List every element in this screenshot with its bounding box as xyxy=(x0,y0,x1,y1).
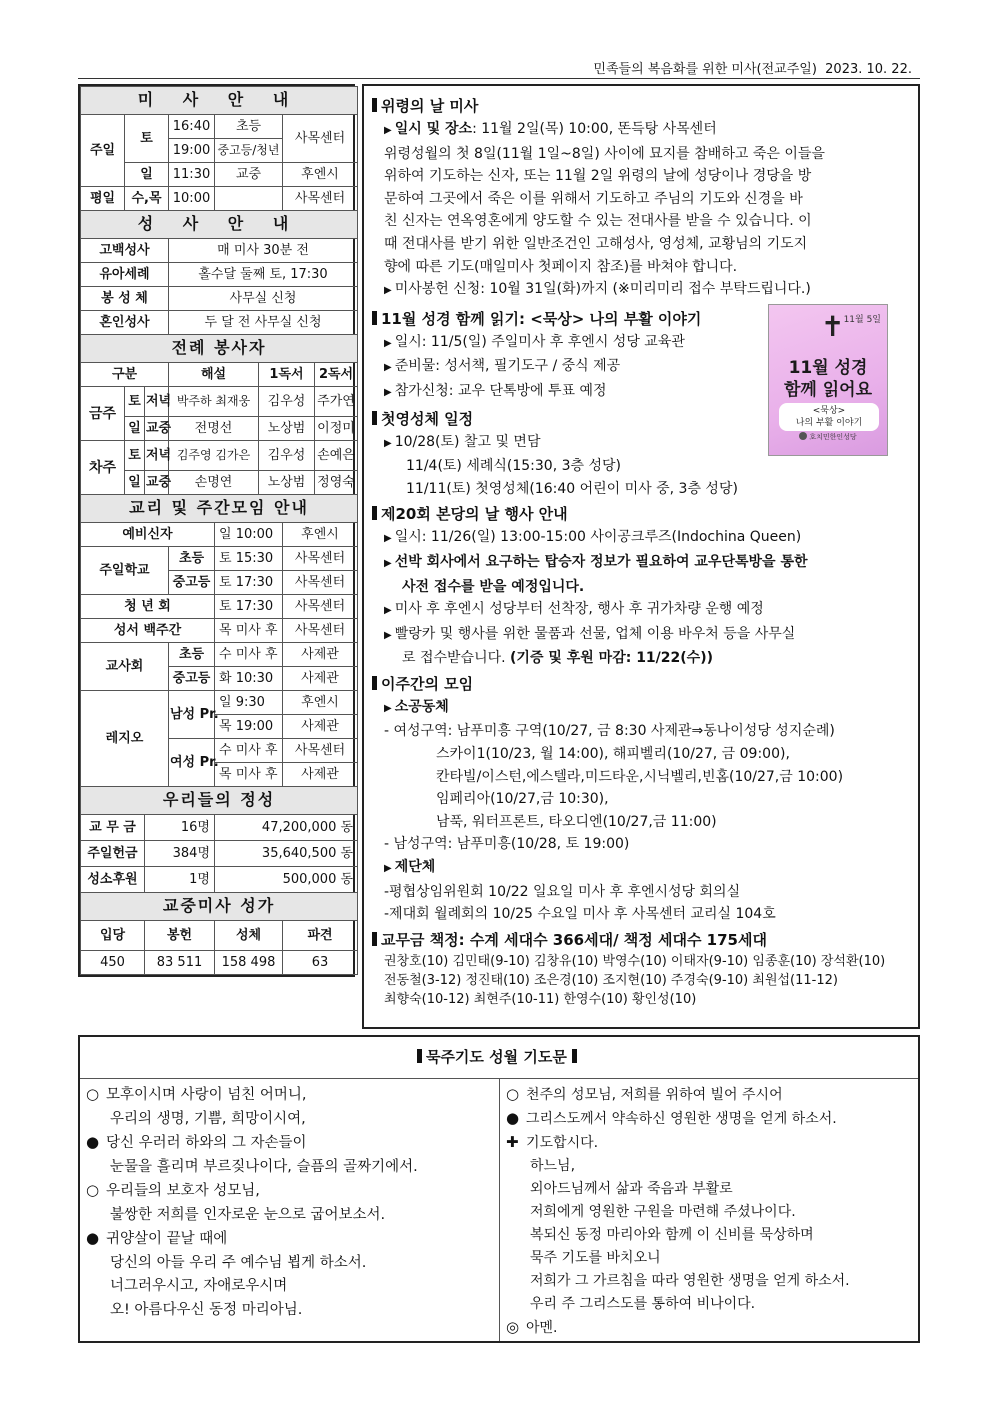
notice-heading: 이주간의 모임 xyxy=(372,672,910,696)
meeting-name: 성서 백주간 xyxy=(81,619,215,643)
notice-text: 빨랑카 및 행사를 위한 물품과 선물, 업체 이용 바우처 등을 사무실 xyxy=(394,625,796,642)
mass-sat-label: 토 xyxy=(125,115,169,163)
triangle-bullet-icon: ▶ xyxy=(384,285,392,297)
logo-icon xyxy=(799,432,807,440)
meeting-name: 청 년 회 xyxy=(81,595,215,619)
poster-title: 11월 성경 함께 읽어요 xyxy=(783,358,873,400)
prayer-line: 복되신 동정 마리아와 함께 이 신비를 묵상하며 xyxy=(530,1227,814,1243)
sacrament-name: 고백성사 xyxy=(81,239,169,263)
notice-heading: 위령의 날 미사 xyxy=(372,94,910,118)
notice-text: 일시: 11/26(일) 13:00-15:00 사이공크루즈(Indochina Queen) xyxy=(394,529,802,546)
heading-marker-icon xyxy=(372,311,377,325)
hymn-header: 입당 xyxy=(81,921,145,951)
donor-list: 권창호(10) 김민태(9-10) 김창유(10) 박영수(10) 이태자(9-10) 임종훈(10) 장석환(10) 전동철(3-12) 정진태(10) 조은경(10) 조지현(10) 주경숙(9-10) 최원섭(11-12) 최향숙(10-12) 최현주(10-11) 한영수(10) 황인성(10) xyxy=(384,953,886,1007)
notice-text: - 남성구역: 남푸미흥(10/28, 토 19:00) xyxy=(384,836,630,853)
triangle-bullet-icon: ▶ xyxy=(384,337,392,349)
notice-text: 10/28(토) 찰고 및 면담 xyxy=(394,433,541,450)
notice-text: 사전 접수를 받을 예정입니다. xyxy=(402,578,585,595)
servers-header: 2독서 xyxy=(315,363,358,387)
hymn-header: 성체 xyxy=(215,921,283,951)
notice-text: 로 접수받습니다. xyxy=(402,650,506,667)
mass-time: 19:00 xyxy=(169,139,215,163)
mass-sunday-label: 주일 xyxy=(81,115,125,187)
servers-commentator: 김주영 김가은 xyxy=(169,441,259,471)
notice-subheading: 제단체 xyxy=(394,859,436,876)
mass-place: 후엔시 xyxy=(283,163,358,187)
servers-reader2: 이정미 xyxy=(315,417,358,441)
prayer-right-column xyxy=(499,1079,918,1341)
servers-reader1: 노상범 xyxy=(259,471,315,495)
prayer-line: 우리 주 그리스도를 통하여 비나이다. xyxy=(530,1296,756,1312)
meeting-place: 후엔시 xyxy=(283,523,358,547)
notice-text: 11/11(토) 첫영성체(16:40 어린이 미사 중, 3층 성당) xyxy=(406,480,738,497)
notice-text: : 11월 2일(목) 10:00, 똔득탕 사목센터 xyxy=(472,121,717,137)
offering-section-title: 우리들의 정성 xyxy=(81,787,358,815)
prayer-line: 저희가 그 가르침을 따라 영원한 생명을 얻게 하소서. xyxy=(530,1273,850,1289)
meeting-name: 레지오 xyxy=(81,691,169,787)
meeting-place: 사제관 xyxy=(283,667,358,691)
servers-day: 일 xyxy=(125,417,145,441)
prayer-line: 하느님, xyxy=(530,1158,576,1174)
prayer-line: ● 당신 우러러 하와의 그 자손들이 xyxy=(86,1131,493,1156)
hymns-section-title: 교중미사 성가 xyxy=(81,893,358,921)
offering-count: 16명 xyxy=(145,815,215,841)
servers-day: 일 xyxy=(125,471,145,495)
prayer-line: ● 귀양살이 끝날 때에 xyxy=(86,1227,493,1252)
meeting-place: 사목센터 xyxy=(283,571,358,595)
servers-section-title: 전례 봉사자 xyxy=(81,335,358,363)
triangle-bullet-icon: ▶ xyxy=(384,362,392,374)
mass-weekday-label: 평일 xyxy=(81,187,125,211)
meeting-place: 사목센터 xyxy=(283,739,358,763)
sacrament-value: 홀수달 둘째 토, 17:30 xyxy=(169,263,358,287)
hymn-number: 158 498 xyxy=(215,951,283,975)
filled-circle-icon: ● xyxy=(506,1109,520,1127)
servers-mass: 저녁 xyxy=(145,387,169,417)
prayer-line: ○ 천주의 성모님, 저희를 위하여 빌어 주시어 xyxy=(506,1083,912,1107)
meeting-sub: 초등 xyxy=(169,547,215,571)
mass-group: 초등 xyxy=(215,115,283,139)
meeting-sub: 여성 Pr. xyxy=(169,739,215,787)
poster-date: 11월 5일 xyxy=(843,315,881,325)
sacrament-value: 매 미사 30분 전 xyxy=(169,239,358,263)
offering-name: 교 무 금 xyxy=(81,815,145,841)
open-circle-icon: ○ xyxy=(86,1181,100,1199)
hymn-header: 파견 xyxy=(283,921,358,951)
notice-heading: 교무금 책정: 수계 세대수 366세대/ 책정 세대수 175세대 xyxy=(372,928,910,952)
mass-wedfri-label: 수,목 xyxy=(125,187,169,211)
servers-day: 토 xyxy=(125,387,145,417)
meeting-time: 목 미사 후 xyxy=(215,763,283,787)
prayer-line: 불쌍한 저희를 인자로운 눈으로 굽어보소서. xyxy=(110,1206,386,1223)
prayer-line: 묵주 기도를 바치오니 xyxy=(530,1250,661,1266)
servers-header: 해설 xyxy=(169,363,259,387)
filled-circle-icon: ● xyxy=(86,1229,100,1247)
meeting-time: 목 19:00 xyxy=(215,715,283,739)
sacrament-section-title: 성 사 안 내 xyxy=(81,211,358,239)
sacrament-value: 두 달 전 사무실 신청 xyxy=(169,311,358,335)
notice-heading: 첫영성체 일정 xyxy=(372,407,910,431)
servers-commentator: 손명연 xyxy=(169,471,259,495)
notice-label: 일시 및 장소 xyxy=(394,121,473,137)
meeting-sub: 중고등 xyxy=(169,667,215,691)
prayer-left-column xyxy=(80,1079,499,1341)
triangle-bullet-icon: ▶ xyxy=(384,125,392,136)
bible-reading-poster xyxy=(768,304,888,456)
meeting-time: 토 15:30 xyxy=(215,547,283,571)
bulletin-date: 2023. 10. 22. xyxy=(825,62,912,77)
hymn-number: 83 511 xyxy=(145,951,215,975)
sacrament-name: 혼인성사 xyxy=(81,311,169,335)
mass-place: 사목센터 xyxy=(283,115,358,163)
prayer-line: 외아드님께서 삶과 죽음과 부활로 xyxy=(530,1181,733,1197)
prayer-line: ○ 우리들의 보호자 성모님, xyxy=(86,1179,493,1204)
notice-heading: 11월 성경 함께 읽기: <묵상> 나의 부활 이야기 xyxy=(372,307,910,331)
info-table xyxy=(80,86,358,975)
mass-group: 중고등/청년 xyxy=(215,139,283,163)
servers-mass: 교중 xyxy=(145,471,169,495)
meeting-sub: 남성 Pr. xyxy=(169,691,215,739)
notice-text: 미사봉헌 신청: 10월 31일(화)까지 (※미리미리 접수 부탁드립니다.) xyxy=(394,281,811,298)
meeting-place: 사목센터 xyxy=(283,547,358,571)
sacrament-value: 사무실 신청 xyxy=(169,287,358,311)
poster-subtitle: <묵상> 나의 부활 이야기 xyxy=(779,403,879,431)
triangle-bullet-icon: ▶ xyxy=(384,533,392,545)
mass-sun-label: 일 xyxy=(125,163,169,187)
prayer-box xyxy=(78,1035,920,1343)
triangle-bullet-icon: ▶ xyxy=(384,386,392,398)
notice-deadline: (기증 및 후원 마감: 11/22(수)) xyxy=(510,650,713,667)
double-circle-icon: ◎ xyxy=(506,1318,520,1336)
servers-header: 1독서 xyxy=(259,363,315,387)
notice-text: 임페리아(10/27,금 10:30), xyxy=(436,791,609,808)
servers-reader2: 정영숙 xyxy=(315,471,358,495)
servers-reader2: 주가연 xyxy=(315,387,358,417)
notice-heading: 제20회 본당의 날 행사 안내 xyxy=(372,502,910,526)
servers-mass: 교중 xyxy=(145,417,169,441)
hymn-number: 450 xyxy=(81,951,145,975)
info-column xyxy=(78,84,355,977)
offering-amount: 47,200,000 동 xyxy=(215,815,358,841)
servers-reader1: 김우성 xyxy=(259,387,315,417)
hymn-header: 봉헌 xyxy=(145,921,215,951)
triangle-bullet-icon: ▶ xyxy=(384,702,392,714)
meeting-time: 토 17:30 xyxy=(215,571,283,595)
heading-marker-icon xyxy=(572,1049,577,1063)
cross-icon: ✚ xyxy=(506,1133,519,1151)
prayer-line: 눈물을 흘리며 부르짖나이다, 슬픔의 골짜기에서. xyxy=(110,1158,418,1175)
notice-subheading: 소공동체 xyxy=(394,698,449,715)
servers-next-week: 차주 xyxy=(81,441,125,495)
triangle-bullet-icon: ▶ xyxy=(384,863,392,875)
meeting-name: 주일학교 xyxy=(81,547,169,595)
open-circle-icon: ○ xyxy=(506,1085,520,1103)
prayer-line: ● 그리스도께서 약속하신 영원한 생명을 얻게 하소서. xyxy=(506,1107,912,1131)
cross-icon: ✝ xyxy=(821,310,845,343)
notice-paragraph: 위령성월의 첫 8일(11월 1일~8일) 사이에 묘지를 참배하고 죽은 이들을 위하여 기도하는 신자, 또는 11월 2일 위령의 날에 성당이나 경당을 방 문하여 그곳에서 죽은 이를 위해서 기도하고 주님의 기도와 신경을 바 친 신자는 연옥영혼에게 양도할 수 있는 전대사를 받을 수 있습니다. 이 때 전대사를 받기 위한 일반조건인 고해성사, 영성체, 교황님의 기도지 향에 따른 기도(매일미사 첫페이지 참조)를 바쳐야 합니다. xyxy=(384,145,825,275)
triangle-bullet-icon: ▶ xyxy=(384,629,392,641)
notice-text: -제대회 월례회의 10/25 수요일 미사 후 사목센터 교리실 104호 xyxy=(384,906,776,923)
prayer-line: ◎ 아멘. xyxy=(506,1316,912,1340)
bulletin-title: 민족들의 복음화를 위한 미사(전교주일) xyxy=(593,62,817,77)
servers-day: 토 xyxy=(125,441,145,471)
offering-name: 주일헌금 xyxy=(81,841,145,867)
open-circle-icon: ○ xyxy=(86,1085,100,1103)
heading-marker-icon xyxy=(372,411,377,425)
triangle-bullet-icon: ▶ xyxy=(384,557,392,569)
meeting-sub: 초등 xyxy=(169,643,215,667)
offering-count: 384명 xyxy=(145,841,215,867)
bulletin-header xyxy=(520,58,912,77)
servers-header: 구분 xyxy=(81,363,169,387)
notice-text: 미사 후 후엔시 성당부터 선착장, 행사 후 귀가차량 운행 예정 xyxy=(394,601,764,618)
meeting-place: 사목센터 xyxy=(283,619,358,643)
meeting-place: 후엔시 xyxy=(283,691,358,715)
triangle-bullet-icon: ▶ xyxy=(384,437,392,449)
meeting-name: 예비신자 xyxy=(81,523,215,547)
poster-publisher: 호치민한인성당 xyxy=(769,426,887,449)
mass-time: 16:40 xyxy=(169,115,215,139)
notices-column xyxy=(362,84,920,1029)
notice-text: 11/4(토) 세례식(15:30, 3층 성당) xyxy=(406,458,622,475)
heading-marker-icon xyxy=(372,506,377,520)
meeting-time: 수 미사 후 xyxy=(215,739,283,763)
offering-name: 성소후원 xyxy=(81,867,145,893)
mass-section-title: 미 사 안 내 xyxy=(81,87,358,115)
meeting-time: 일 9:30 xyxy=(215,691,283,715)
heading-marker-icon xyxy=(372,98,377,112)
triangle-bullet-icon: ▶ xyxy=(384,605,392,617)
mass-group xyxy=(215,187,283,211)
notice-text: 칸타빌/이스턴,에스텔라,미드타운,시닉벨리,빈홈(10/27,금 10:00) xyxy=(436,768,844,785)
sacrament-name: 유아세례 xyxy=(81,263,169,287)
notice-text: - 여성구역: 남푸미흥 구역(10/27, 금 8:30 사제관⇒동나이성당 성지순례) xyxy=(384,723,835,740)
notice-text: 스카이1(10/23, 월 14:00), 해피벨리(10/27, 금 09:00), xyxy=(436,746,790,763)
servers-reader1: 노상범 xyxy=(259,417,315,441)
heading-marker-icon xyxy=(417,1049,422,1063)
offering-amount: 500,000 동 xyxy=(215,867,358,893)
header-rule xyxy=(78,78,920,79)
meeting-place: 사제관 xyxy=(283,643,358,667)
meeting-sub: 중고등 xyxy=(169,571,215,595)
meeting-place: 사목센터 xyxy=(283,595,358,619)
prayer-title: 묵주기도 성월 기도문 xyxy=(80,1037,918,1079)
meetings-section-title: 교리 및 주간모임 안내 xyxy=(81,495,358,523)
meeting-place: 사제관 xyxy=(283,715,358,739)
servers-commentator: 전명선 xyxy=(169,417,259,441)
prayer-line: 너그러우시고, 자애로우시며 xyxy=(110,1278,288,1294)
notice-text: -평협상임위원회 10/22 일요일 미사 후 후엔시성당 회의실 xyxy=(384,883,741,900)
meeting-time: 목 미사 후 xyxy=(215,619,283,643)
meeting-time: 수 미사 후 xyxy=(215,643,283,667)
mass-time: 10:00 xyxy=(169,187,215,211)
notice-text: 준비물: 성서책, 필기도구 / 중식 제공 xyxy=(394,358,621,375)
mass-place: 사목센터 xyxy=(283,187,358,211)
notice-text: 일시: 11/5(일) 주일미사 후 후엔시 성당 교육관 xyxy=(394,333,685,350)
notice-text: 남푹, 워터프론트, 타오디엔(10/27,금 11:00) xyxy=(436,813,717,830)
notice-text: 참가신청: 교우 단톡방에 투표 예정 xyxy=(394,382,607,399)
meeting-name: 교사회 xyxy=(81,643,169,691)
mass-time: 11:30 xyxy=(169,163,215,187)
prayer-line: ○ 모후이시며 사랑이 넘친 어머니, xyxy=(86,1083,493,1108)
servers-reader2: 손예은 xyxy=(315,441,358,471)
meeting-place: 사제관 xyxy=(283,763,358,787)
servers-commentator: 박주하 최재웅 xyxy=(169,387,259,417)
sacrament-name: 봉 성 체 xyxy=(81,287,169,311)
servers-this-week: 금주 xyxy=(81,387,125,441)
filled-circle-icon: ● xyxy=(86,1133,100,1151)
servers-reader1: 김우성 xyxy=(259,441,315,471)
offering-count: 1명 xyxy=(145,867,215,893)
prayer-line: 오! 아름다우신 동정 마리아님. xyxy=(110,1301,303,1318)
hymn-number: 63 xyxy=(283,951,358,975)
prayer-line: ✚ 기도합시다. xyxy=(506,1131,912,1155)
servers-mass: 저녁 xyxy=(145,441,169,471)
meeting-time: 토 17:30 xyxy=(215,595,283,619)
notice-text: 선박 회사에서 요구하는 탑승자 정보가 필요하여 교우단톡방을 통한 xyxy=(394,553,808,570)
meeting-time: 일 10:00 xyxy=(215,523,283,547)
heading-marker-icon xyxy=(372,676,377,690)
mass-group: 교중 xyxy=(215,163,283,187)
offering-amount: 35,640,500 동 xyxy=(215,841,358,867)
heading-marker-icon xyxy=(372,932,377,946)
prayer-line: 저희에게 영원한 구원을 마련해 주셨나이다. xyxy=(530,1204,796,1220)
prayer-line: 당신의 아들 우리 주 예수님 뵙게 하소서. xyxy=(110,1254,367,1271)
meeting-time: 화 10:30 xyxy=(215,667,283,691)
prayer-line: 우리의 생명, 기쁨, 희망이시여, xyxy=(110,1110,306,1127)
